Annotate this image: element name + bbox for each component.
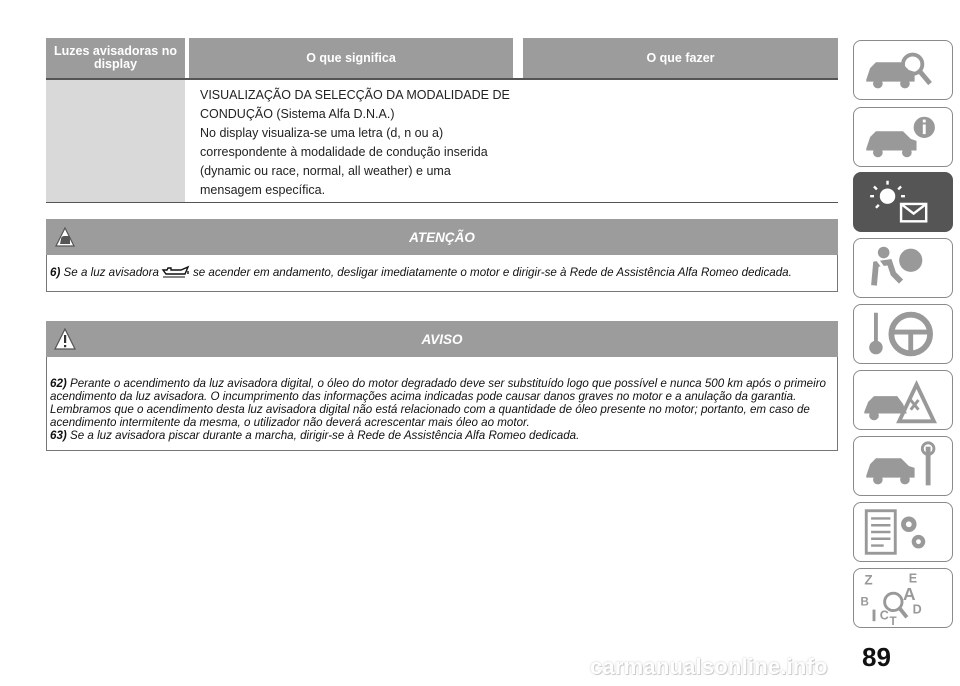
- warning-box: [46, 219, 838, 292]
- car-info-icon: [854, 108, 952, 166]
- index-letter: C: [879, 608, 889, 623]
- alphabetical-index-icon: [854, 569, 952, 627]
- oil-can-icon: [161, 265, 191, 278]
- header-warning-lights: Luzes avisadoras no display: [46, 38, 185, 78]
- car-breakdown-triangle-icon: [854, 371, 952, 429]
- table-bottom-rule: [46, 202, 838, 203]
- index-letter: T: [889, 615, 897, 627]
- warning-header: [46, 219, 838, 255]
- index-letter: A: [903, 583, 916, 604]
- watermark: carmanualsonline.info: [590, 654, 828, 679]
- footnote-ref: 63): [50, 429, 67, 442]
- footnote-ref: 62): [50, 377, 67, 390]
- tab-index[interactable]: [853, 568, 953, 628]
- meaning-line: VISUALIZAÇÃO DA SELECÇÃO DA MODALIDADE DE: [200, 88, 510, 102]
- car-service-wrench-icon: [854, 437, 952, 495]
- tab-emergency[interactable]: [853, 370, 953, 430]
- exclamation-triangle-icon: [52, 326, 78, 352]
- header-what-to-do: O que fazer: [523, 38, 838, 78]
- warning-text-after: se acender em andamento, desligar imediatamente o motor e dirigir-se à Rede de Assistência Alfa Romeo dedicada.: [192, 266, 792, 279]
- tab-car-info[interactable]: [853, 107, 953, 167]
- meaning-line: correspondente à modalidade de condução inserida: [200, 145, 488, 159]
- index-letter: E: [908, 571, 918, 586]
- notice-title: AVISO: [421, 331, 463, 347]
- warning-title: ATENÇÃO: [409, 229, 475, 245]
- hand-warning-icon: [52, 224, 78, 250]
- index-letter: D: [912, 602, 922, 617]
- tab-technical-data[interactable]: [853, 502, 953, 562]
- warning-light-cell: [46, 80, 185, 202]
- index-letter: Z: [864, 572, 873, 588]
- notice-box: [46, 321, 838, 451]
- key-steering-wheel-icon: [854, 305, 952, 363]
- warning-light-message-icon: [854, 173, 952, 231]
- header-meaning: O que significa: [189, 38, 513, 78]
- spec-sheet-gears-icon: [854, 503, 952, 561]
- meaning-line: mensagem específica.: [200, 183, 326, 197]
- table-header: [46, 38, 838, 78]
- notice-item-text: Perante o acendimento da luz avisadora digital, o óleo do motor degradado deve ser substituído logo que possível e nunca 500 km após o primeiro acendimento da luz avisadora. O incumprimento das informações acima indicadas pode causar danos graves no motor e a anulação da garantia. Lembramos que o acendimento desta luz avisadora digital não está relacionado com a quantidade de óleo presente no motor; portanto, em caso de acendimento intermitente da mesma, o utilizador não deverá acrescentar mais óleo ao motor.: [50, 377, 826, 429]
- meaning-line: CONDUÇÃO (Sistema Alfa D.N.A.): [200, 107, 395, 121]
- meaning-line: No display visualiza-se uma letra (d, n ou a): [200, 126, 444, 140]
- warning-text-before: Se a luz avisadora: [63, 266, 159, 279]
- index-letter: B: [860, 595, 869, 609]
- notice-header: [46, 321, 838, 357]
- notice-item-text: Se a luz avisadora piscar durante a marcha, dirigir-se à Rede de Assistência Alfa Romeo dedicada.: [70, 429, 580, 442]
- tab-maintenance[interactable]: [853, 436, 953, 496]
- table-row: [46, 80, 838, 202]
- tab-car-search[interactable]: [853, 40, 953, 100]
- footnote-ref: 6): [50, 266, 61, 279]
- warning-body: [46, 255, 838, 292]
- car-search-icon: [854, 41, 952, 99]
- meaning-cell: [200, 80, 524, 202]
- meaning-line: (dynamic ou race, normal, all weather) e uma: [200, 164, 451, 178]
- tab-starting-driving[interactable]: [853, 304, 953, 364]
- tab-safety[interactable]: [853, 238, 953, 298]
- page-number: 89: [862, 642, 891, 672]
- seatbelt-airbag-icon: [854, 239, 952, 297]
- tab-warning-lights[interactable]: [853, 172, 953, 232]
- signal-table: [46, 38, 838, 203]
- notice-body: [46, 357, 838, 451]
- notice-item: [50, 377, 833, 429]
- notice-item: [50, 429, 833, 442]
